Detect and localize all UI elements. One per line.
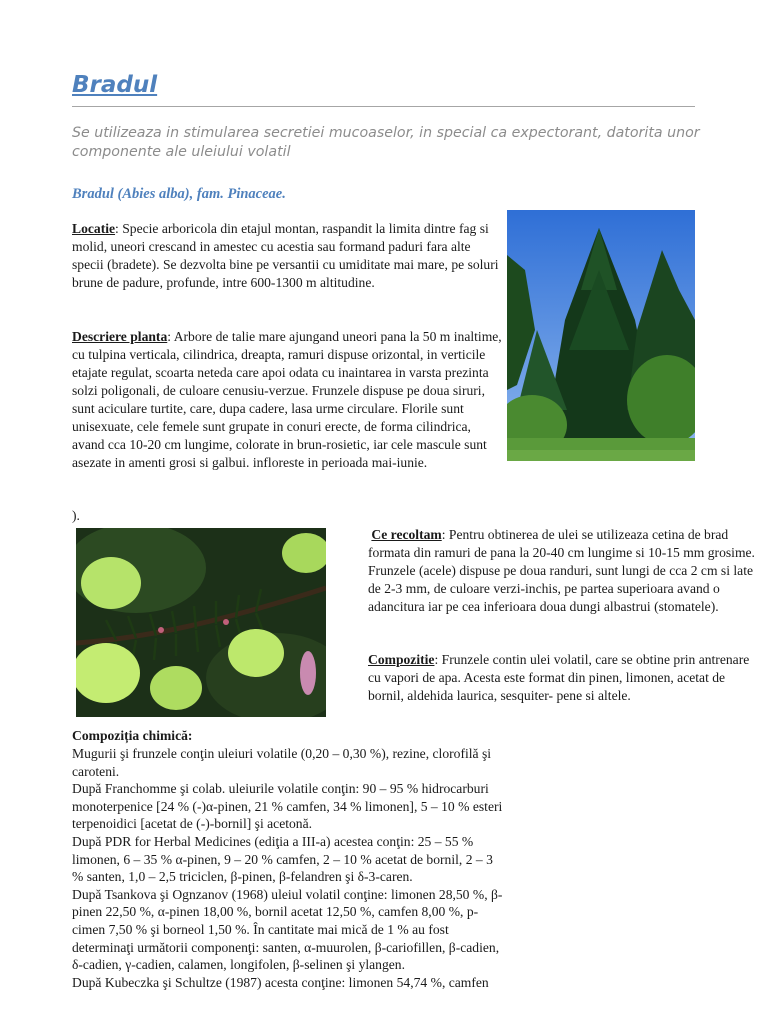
- fir-trees-photo: [507, 210, 695, 461]
- chem-line: După PDR for Herbal Medicines (ediţia a III-a) acestea conţin: 25 – 55 %: [72, 833, 474, 849]
- locatie-label: Locatie: [72, 221, 116, 236]
- descriere-text: : Arbore de talie mare ajungand uneori pana la 50 m inaltime, cu tulpina verticala, cilindrica, dreapta, ramuri dispuse orizontal, in verticile etajate regulat, scoarta neteda care apoi odata cu inaintarea in varsta prezinta solzi poligonali, de culoare cenusiu-verzue. Frunzele dispuse pe doua siruri, sunt aciculare turtite, care, dupa cadere, lasa urme circulare. Florile sunt unisexuate, cele femele sunt grupate in conuri erecte, de forma cilindrica, avand cca 10-20 cm lungime, colorate in brun-rosietic, iar cele mascule sunt asezate in amenti grosi si galbui. infloreste in perioada mai-iunie.: [72, 329, 502, 470]
- chem-line: caroteni.: [72, 763, 120, 779]
- species-heading: Bradul (Abies alba), fam. Pinaceae.: [72, 186, 286, 202]
- chem-line: δ-cadien, γ-cadien, calamen, longifolen, β-selinen şi ylangen.: [72, 957, 405, 973]
- title-divider: [72, 106, 695, 107]
- chem-line: După Tsankova şi Ognzanov (1968) uleiul volatil conţine: limonen 28,50 %, β-: [72, 886, 503, 902]
- chemical-composition-section: [72, 727, 558, 991]
- descriere-label: Descriere planta: [72, 329, 168, 344]
- stray-text: ).: [72, 508, 80, 523]
- chem-line: terpenoidici [acetat de (-)-bornil] şi acetonă.: [72, 816, 313, 832]
- chemical-composition-title: Compoziția chimică:: [72, 728, 193, 743]
- chem-line: % santen, 1,0 – 2,5 triciclen, β-pinen, β-felandren şi δ-3-caren.: [72, 869, 413, 885]
- chem-line: monoterpenice [24 % (-)α-pinen, 21 % camfen, 34 % limonen], 5 – 10 % esteri: [72, 798, 503, 814]
- chem-line: determinaţi următorii componenţi: santen, α-muurolen, β-cariofillen, β-cadien,: [72, 939, 500, 955]
- chem-line: După Kubeczka şi Schultze (1987) acesta conţine: limonen 54,74 %, camfen: [72, 974, 489, 990]
- recoltam-paragraph: [368, 526, 758, 616]
- compozitie-text: : Frunzele contin ulei volatil, care se obtine prin antrenare cu vapori de apa. Acesta este format din pinen, limonen, acetat de bornil, aldehida laurica, sesquiter- pene si altele.: [368, 652, 750, 703]
- chem-line: pinen 22,50 %, α-pinen 18,00 %, bornil acetat 12,50 %, camfen 8,00 %, p-: [72, 904, 479, 920]
- compozitie-label: Compozitie: [368, 652, 435, 667]
- chem-line: limonen, 6 – 35 % α-pinen, 9 – 20 % camfen, 2 – 10 % acetat de bornil, 2 – 3: [72, 851, 493, 867]
- chem-line: După Franchomme şi colab. uleiurile volatile conţin: 90 – 95 % hidrocarburi: [72, 781, 489, 797]
- recoltam-text: : Pentru obtinerea de ulei se utilizeaza cetina de brad formata din ramuri de pana la 20-40 cm lungime si 10-15 mm grosime. Frunzele (acele) dispuse pe doua randuri, sunt lungi de cca 2 cm si late de 2-3 mm, de culoare verzi-inchis, pe partea superioara avand o adancitura iar pe cea inferioara doua dungi albastrui (stomatele).: [368, 527, 755, 614]
- chem-line: cimen 7,50 % şi borneol 1,50 %. În cantitate mai mică de 1 % au fost: [72, 921, 449, 937]
- page-title: Bradul: [72, 72, 158, 98]
- locatie-text: : Specie arboricola din etajul montan, raspandit la limita dintre fag si molid, uneori crescand in amestec cu acestia sau formand paduri fara alte specii (bradete). Se dezvolta bine pe versantii cu umiditate mai mare, pe soluri brune de padure, profunde, intre 600-1300 m altitudine.: [72, 221, 499, 290]
- locatie-paragraph: [72, 220, 504, 292]
- chem-line: Mugurii şi frunzele conţin uleiuri volatile (0,20 – 0,30 %), rezine, clorofilă şi: [72, 746, 492, 761]
- compozitie-paragraph: [368, 651, 764, 705]
- descriere-paragraph: [72, 328, 504, 472]
- page-subtitle: Se utilizeaza in stimularea secretiei mucoaselor, in special ca expectorant, datorita unor componente ale uleiului volatil: [72, 125, 700, 160]
- recoltam-label: Ce recoltam: [371, 527, 442, 542]
- fir-branch-photo: [76, 528, 326, 717]
